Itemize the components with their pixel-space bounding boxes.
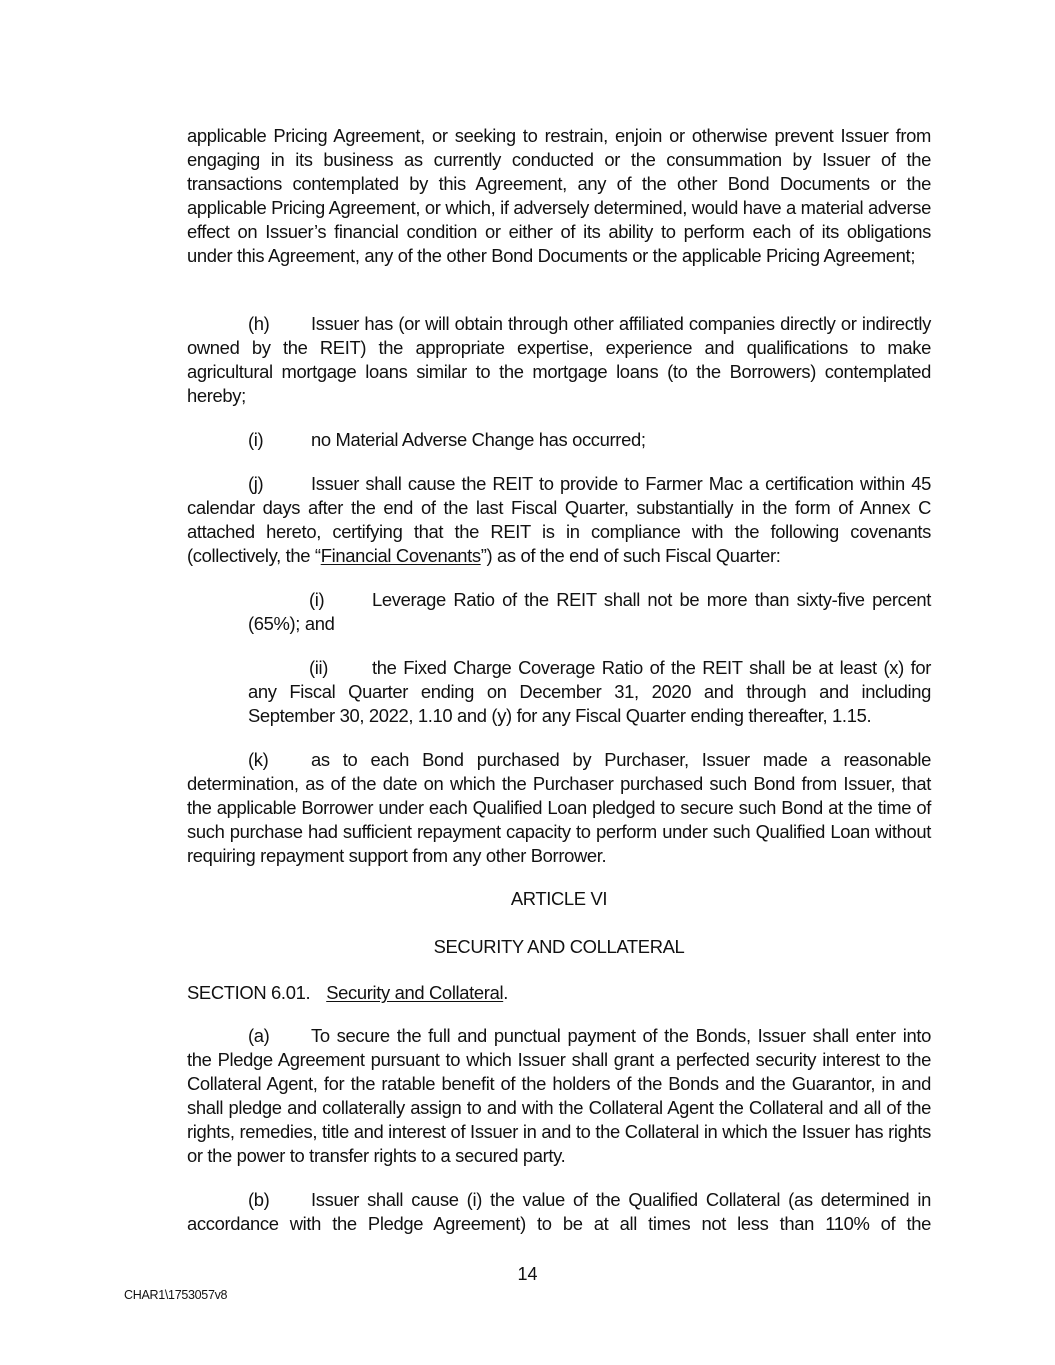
clause-i	[187, 428, 931, 452]
clause-label: (k)	[248, 749, 269, 770]
page-number: 14	[517, 1264, 538, 1284]
section-number: SECTION 6.01.	[187, 982, 311, 1003]
section-title: Security and Collateral	[326, 982, 504, 1003]
clause-label: (a)	[248, 1025, 270, 1046]
document-id: CHAR1\1753057v8	[124, 1288, 228, 1302]
clause-k	[187, 748, 931, 868]
clause-text: Issuer has (or will obtain through other affiliated companies directly or indirectly owned by the REIT) the appropriate expertise, experience and qualifications to make agricultural mortgage loans similar to the mortgage loans (to the Borrowers) contemplated hereby;	[187, 313, 931, 406]
clause-label: (i)	[309, 589, 325, 610]
article-heading: ARTICLE VI	[510, 888, 608, 909]
clause-j	[187, 472, 931, 568]
section-heading	[187, 981, 931, 1005]
clause-text-after: ”) as of the end of such Fiscal Quarter:	[480, 545, 781, 566]
clause-text: Leverage Ratio of the REIT shall not be more than sixty-five percent (65%); and	[248, 589, 931, 634]
clause-label: (ii)	[309, 657, 329, 678]
sub-clause-i	[248, 588, 931, 636]
clause-label: (h)	[248, 313, 270, 334]
clause-h	[187, 312, 931, 408]
clause-label: (j)	[248, 473, 264, 494]
section-title-suffix: .	[503, 982, 508, 1003]
clause-text-before: Issuer shall cause the REIT to provide to Farmer Mac a certification within 45 calendar days after the end of the last Fiscal Quarter, substantially in the form of Annex C attached hereto, certifying that the REIT is in compliance with the following covenants (collectively, the “	[187, 473, 931, 566]
clause-a	[187, 1024, 931, 1168]
sub-clause-ii	[248, 656, 931, 728]
clause-text: To secure the full and punctual payment of the Bonds, Issuer shall enter into the Pledge Agreement pursuant to which Issuer shall grant a perfected security interest to the Collateral Agent, for the ratable benefit of the holders of the Bonds and the Guarantor, in and shall pledge and collaterally assign to and with the Collateral Agent the Collateral and all of the rights, remedies, title and interest of Issuer in and to the Collateral in which the Issuer has rights or the power to transfer rights to a secured party.	[187, 1025, 931, 1166]
defined-term-financial-covenants: Financial Covenants	[320, 545, 481, 566]
clause-label: (b)	[248, 1189, 270, 1210]
clause-text: no Material Adverse Change has occurred;	[311, 429, 646, 450]
clause-text: as to each Bond purchased by Purchaser, Issuer made a reasonable determination, as of the date on which the Purchaser purchased such Bond from Issuer, that the applicable Borrower under each Qualified Loan pledged to secure such Bond at the time of such purchase had sufficient repayment capacity to perform under such Qualified Loan without requiring repayment support from any other Borrower.	[187, 749, 931, 866]
clause-text: Issuer shall cause (i) the value of the Qualified Collateral (as determined in accordance with the Pledge Agreement) to be at all times not less than 110% of the	[187, 1189, 931, 1234]
clause-b	[187, 1188, 931, 1236]
clause-label: (i)	[248, 429, 264, 450]
clause-text: the Fixed Charge Coverage Ratio of the REIT shall be at least (x) for any Fiscal Quarter ending on December 31, 2020 and through and including September 30, 2022, 1.10 and (y) for any Fiscal Quarter ending thereafter, 1.15.	[248, 657, 931, 726]
continuation-paragraph: applicable Pricing Agreement, or seeking to restrain, enjoin or otherwise prevent Issuer from engaging in its business as currently conducted or the consummation by Issuer of the transactions contemplated by this Agreement, any of the other Bond Documents or the applicable Pricing Agreement, or which, if adversely determined, would have a material adverse effect on Issuer’s financial condition or either of its ability to perform each of its obligations under this Agreement, any of the other Bond Documents or the applicable Pricing Agreement;	[187, 125, 931, 266]
article-title: SECURITY AND COLLATERAL	[433, 936, 685, 957]
